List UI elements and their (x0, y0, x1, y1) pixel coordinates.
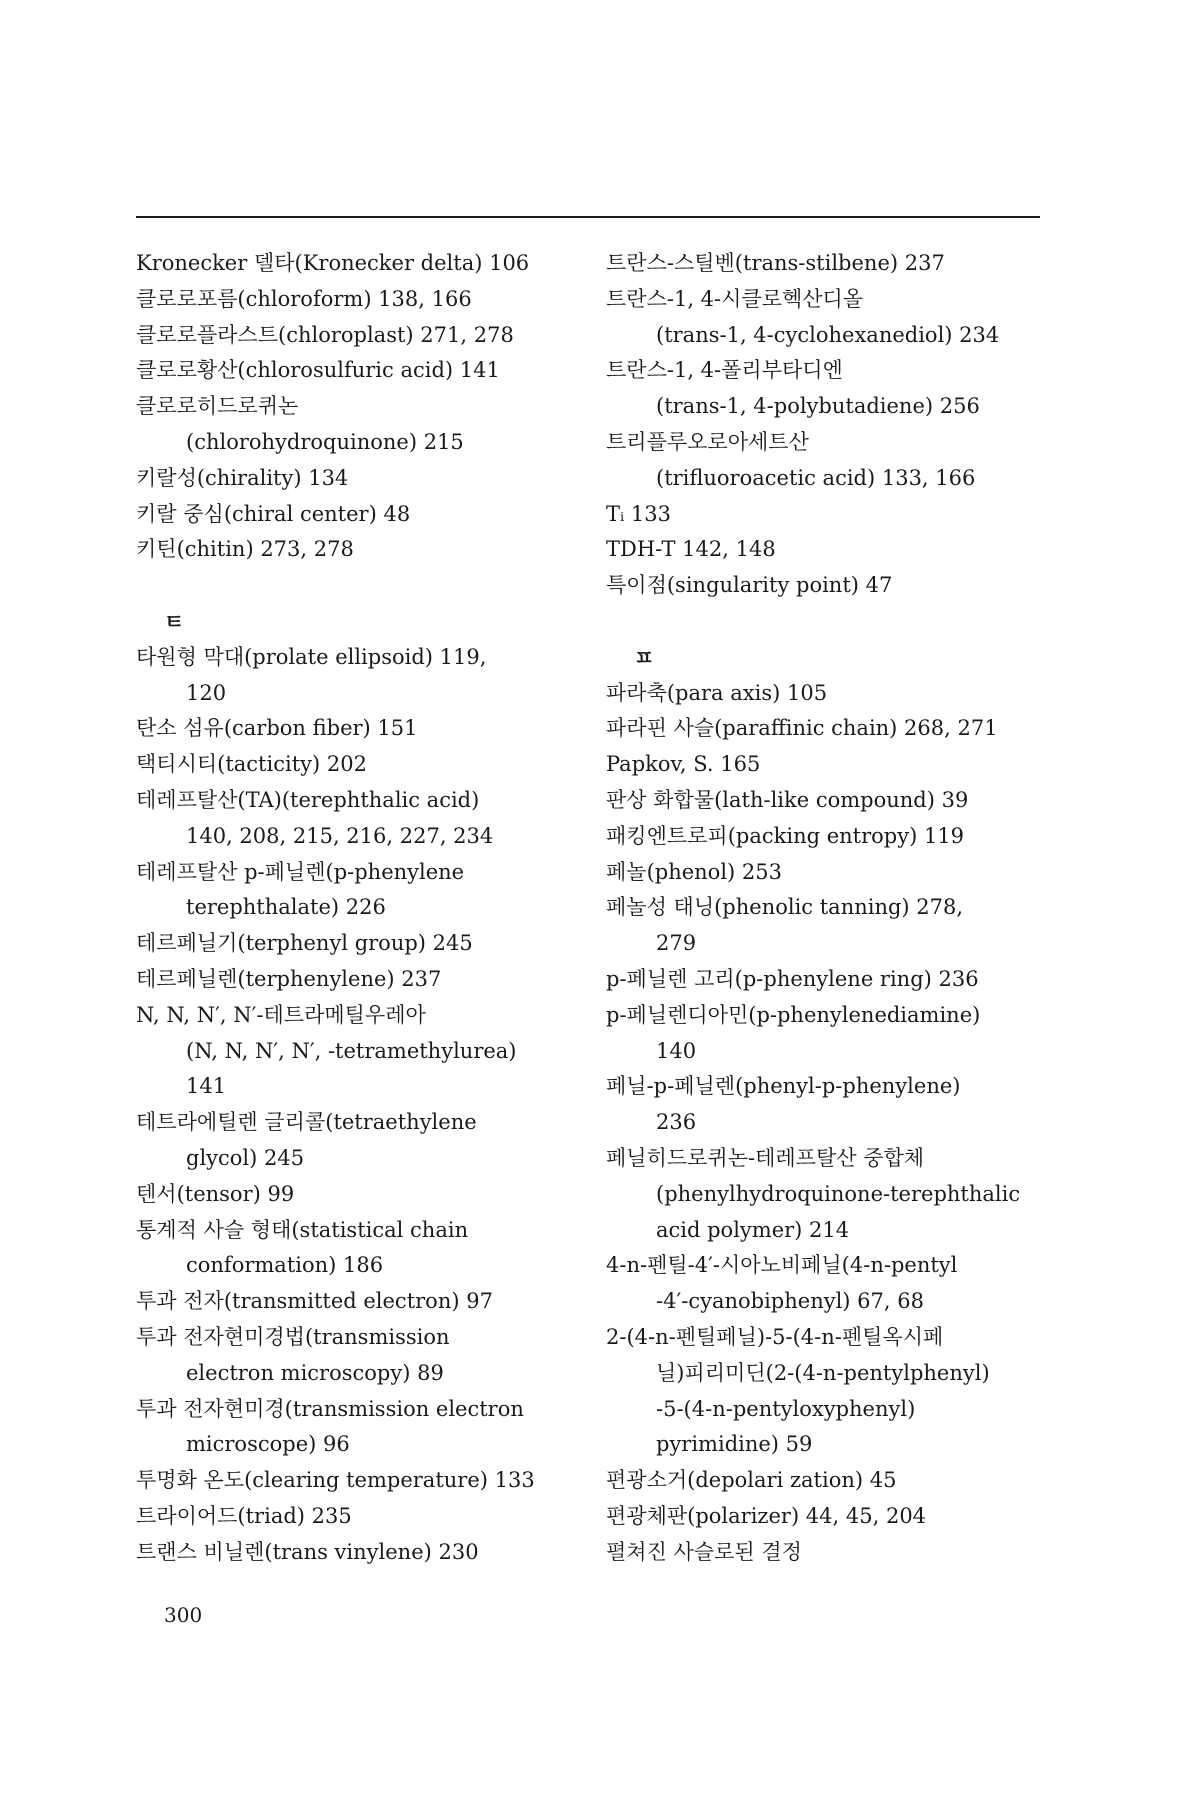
index-line: 테레프탈산(TA)(terephthalic acid) (136, 787, 480, 812)
index-line: 키틴(chitin) 273, 278 (136, 537, 354, 562)
index-column-left (136, 246, 566, 1570)
index-line: (trans-1, 4-cyclohexanediol) 234 (656, 322, 1000, 347)
index-line: 클로로황산(chlorosulfuric acid) 141 (136, 358, 500, 383)
index-line: 페놀성 태닝(phenolic tanning) 278, (606, 895, 964, 920)
index-line: 트리플루오로아세트산 (606, 429, 809, 454)
index-line: Kronecker 델타(Kronecker delta) 106 (136, 251, 530, 275)
index-line: 테르페닐기(terphenyl group) 245 (136, 931, 473, 956)
section-heading: ㅍ (634, 644, 655, 670)
index-line: (trans-1, 4-polybutadiene) 256 (656, 394, 980, 419)
index-line: 파라축(para axis) 105 (606, 680, 828, 705)
index-line: 트라이어드(triad) 235 (136, 1503, 352, 1528)
index-line: 편광소거(depolari zation) 45 (606, 1468, 897, 1493)
page-number: 300 (164, 1603, 203, 1627)
index-line: 투과 전자(transmitted electron) 97 (136, 1289, 493, 1314)
index-line: 택티시티(tacticity) 202 (136, 752, 367, 777)
index-line: 페놀(phenol) 253 (606, 859, 782, 884)
index-line: 펼쳐진 사슬로된 결정 (606, 1539, 802, 1564)
index-line: 279 (656, 931, 697, 956)
header-rule (136, 216, 1040, 218)
index-line: acid polymer) 214 (656, 1217, 850, 1242)
index-line: 키랄성(chirality) 134 (136, 465, 349, 490)
index-line: Papkov, S. 165 (606, 752, 761, 777)
index-line: 테트라에틸렌 글리콜(tetraethylene (136, 1110, 477, 1135)
index-line: 편광체판(polarizer) 44, 45, 204 (606, 1503, 927, 1528)
index-line: Tᵢ 133 (606, 501, 671, 526)
index-line: 테르페닐렌(terphenylene) 237 (136, 966, 442, 991)
index-line: -5-(4-n-pentyloxyphenyl) (656, 1396, 916, 1421)
index-line: 140 (656, 1038, 697, 1063)
index-line: 140, 208, 215, 216, 227, 234 (186, 823, 494, 848)
index-line (136, 568, 566, 604)
index-line: 특이점(singularity point) 47 (606, 573, 893, 598)
index-line: N, N, N′, N′-테트라메틸우레아 (136, 1002, 426, 1027)
index-line: 트란스-1, 4-폴리부타디엔 (606, 358, 843, 383)
index-line: 클로로포름(chloroform) 138, 166 (136, 286, 472, 311)
index-line: electron microscopy) 89 (186, 1360, 444, 1385)
index-line: glycol) 245 (186, 1145, 305, 1170)
index-line: 통계적 사슬 형태(statistical chain (136, 1217, 469, 1242)
index-line: TDH-T 142, 148 (606, 537, 776, 562)
index-line: conformation) 186 (186, 1253, 384, 1278)
index-line: 키랄 중심(chiral center) 48 (136, 501, 411, 526)
index-line: terephthalate) 226 (186, 895, 386, 920)
index-line: 투과 전자현미경법(transmission (136, 1324, 450, 1349)
index-line (606, 604, 1036, 640)
index-line: p-페닐렌디아민(p-phenylenediamine) (606, 1002, 981, 1027)
index-line: (trifluoroacetic acid) 133, 166 (656, 465, 976, 490)
index-line: 클로로플라스트(chloroplast) 271, 278 (136, 322, 514, 347)
index-line: 파라핀 사슬(paraffinic chain) 268, 271 (606, 716, 998, 741)
index-line: 120 (186, 680, 227, 705)
index-line: 트랜스 비닐렌(trans vinylene) 230 (136, 1539, 479, 1564)
index-line: 패킹엔트로피(packing entropy) 119 (606, 823, 965, 848)
index-column-right (606, 246, 1036, 1570)
index-line: 4-n-펜틸-4′-시아노비페닐(4-n-pentyl (606, 1253, 958, 1278)
index-line: pyrimidine) 59 (656, 1432, 813, 1457)
index-line: 트란스-스틸벤(trans-stilbene) 237 (606, 251, 945, 275)
section-heading: ㅌ (164, 608, 185, 634)
index-line: -4′-cyanobiphenyl) 67, 68 (656, 1289, 924, 1314)
index-line: 페닐히드로퀴논-테레프탈산 중합체 (606, 1145, 925, 1170)
index-line: 클로로히드로퀴논 (136, 394, 299, 419)
index-line: p-페닐렌 고리(p-phenylene ring) 236 (606, 966, 979, 991)
index-line: 테레프탈산 p-페닐렌(p-phenylene (136, 859, 465, 884)
index-line: (phenylhydroquinone-terephthalic (656, 1181, 1021, 1206)
index-line: 2-(4-n-펜틸페닐)-5-(4-n-펜틸옥시페 (606, 1324, 944, 1349)
index-line: 판상 화합물(lath-like compound) 39 (606, 787, 969, 812)
index-line: 텐서(tensor) 99 (136, 1181, 295, 1206)
index-line: 타원형 막대(prolate ellipsoid) 119, (136, 644, 487, 669)
index-line: 투과 전자현미경(transmission electron (136, 1396, 524, 1421)
index-line: (N, N, N′, N′, -tetramethylurea) (186, 1038, 517, 1063)
index-line: (chlorohydroquinone) 215 (186, 429, 464, 454)
index-line: 트란스-1, 4-시클로헥산디올 (606, 286, 864, 311)
index-line: 닐)피리미딘(2-(4-n-pentylphenyl) (656, 1360, 990, 1385)
index-line: 투명화 온도(clearing temperature) 133 (136, 1468, 535, 1493)
index-line: 페닐-p-페닐렌(phenyl-p-phenylene) (606, 1074, 961, 1099)
index-line: 236 (656, 1110, 697, 1135)
index-line: microscope) 96 (186, 1432, 350, 1457)
index-line: 141 (186, 1074, 227, 1099)
index-line: 탄소 섬유(carbon fiber) 151 (136, 716, 418, 741)
